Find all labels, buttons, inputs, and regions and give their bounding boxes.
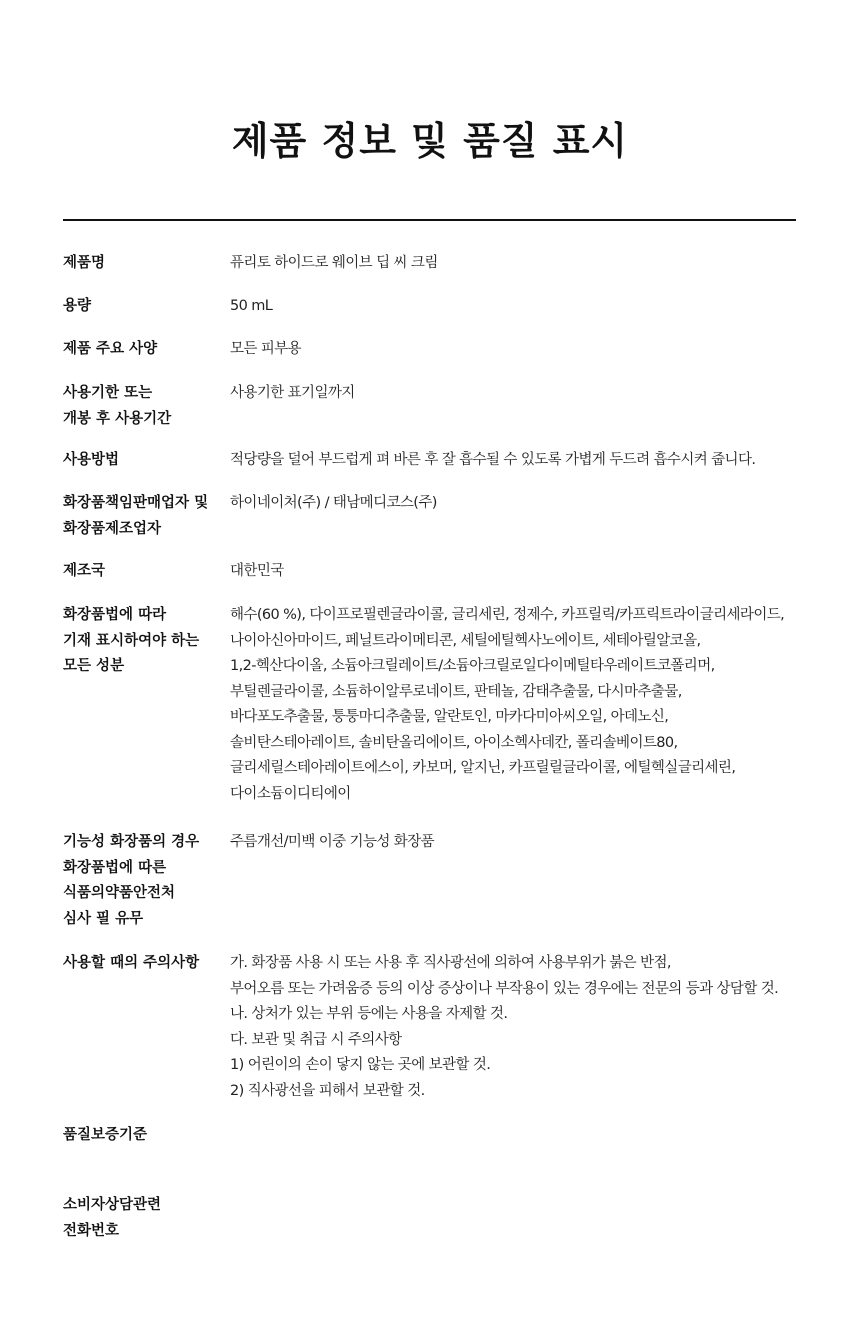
row-label: 기능성 화장품의 경우 화장품법에 따른 식품의약품안전처 심사 필 유무 xyxy=(63,834,200,927)
row-value: 사용기한 표기일까지 xyxy=(230,385,355,401)
row-label: 제품명 xyxy=(63,255,106,271)
row-label: 사용할 때의 주의사항 xyxy=(63,955,200,971)
row-value: 50 mL xyxy=(230,298,273,314)
row-label: 품질보증기준 xyxy=(63,1127,148,1143)
row-label: 사용기한 또는 개봉 후 사용기간 xyxy=(63,385,172,427)
row-value: 하이네이처(주) / 태남메디코스(주) xyxy=(230,495,437,511)
row-value: 대한민국 xyxy=(230,563,284,579)
row-value: 퓨리토 하이드로 웨이브 딥 씨 크림 xyxy=(230,255,438,271)
row-value: 가. 화장품 사용 시 또는 사용 후 직사광선에 의하여 사용부위가 붉은 반점, 부어오름 또는 가려움증 등의 이상 증상이나 부작용이 있는 경우에는 전문의 등과 상담할 것. 나. 상처가 있는 부위 등에는 사용을 자제할 것. 다. 보관 및 취급 시 주의사항 1) 어린이의 손이 닿지 않는 곳에 보관할 것. 2) 직사광선을 피해서 보관할 것. xyxy=(230,955,779,1099)
page-title: 제품 정보 및 품질 표시 xyxy=(231,119,629,163)
row-value: 모든 피부용 xyxy=(230,341,302,357)
row-label: 소비자상담관련 전화번호 xyxy=(63,1197,162,1239)
row-label: 화장품법에 따라 기재 표시하여야 하는 모든 성분 xyxy=(63,607,200,674)
row-value: 적당량을 덜어 부드럽게 펴 바른 후 잘 흡수될 수 있도록 가볍게 두드려 흡수시켜 줍니다. xyxy=(230,452,756,468)
row-label: 사용방법 xyxy=(63,452,120,468)
row-label: 화장품책임판매업자 및 화장품제조업자 xyxy=(63,495,209,537)
row-value: 해수(60 %), 다이프로필렌글라이콜, 글리세린, 정제수, 카프릴릭/카프릭트라이글리세라이드, 나이아신아마이드, 페닐트라이메티콘, 세틸에틸헥사노에이트, 세테아릴알코올, 1,2-헥산다이올, 소듐아크릴레이트/소듐아크릴로일다이메틸타우레이트코폴리머, 부틸렌글라이콜, 소듐하이알루로네이트, 판테놀, 감태추출물, 다시마추출물, 바다포도추출물, 퉁퉁마디추출물, 알란토인, 마카다미아씨오일, 아데노신, 솔비탄스테아레이트, 솔비탄올리에이트, 아이소헥사데칸, 폴리솔베이트80, 글리세릴스테아레이트에스이, 카보머, 알지닌, 카프릴릴글라이콜, 에틸헥실글리세린, 다이소듐이디티에이 xyxy=(230,607,785,802)
row-value: 주름개선/미백 이중 기능성 화장품 xyxy=(230,834,435,850)
row-label: 용량 xyxy=(63,298,92,314)
row-label: 제품 주요 사양 xyxy=(63,341,158,357)
title-divider xyxy=(63,219,796,221)
row-label: 제조국 xyxy=(63,563,106,579)
